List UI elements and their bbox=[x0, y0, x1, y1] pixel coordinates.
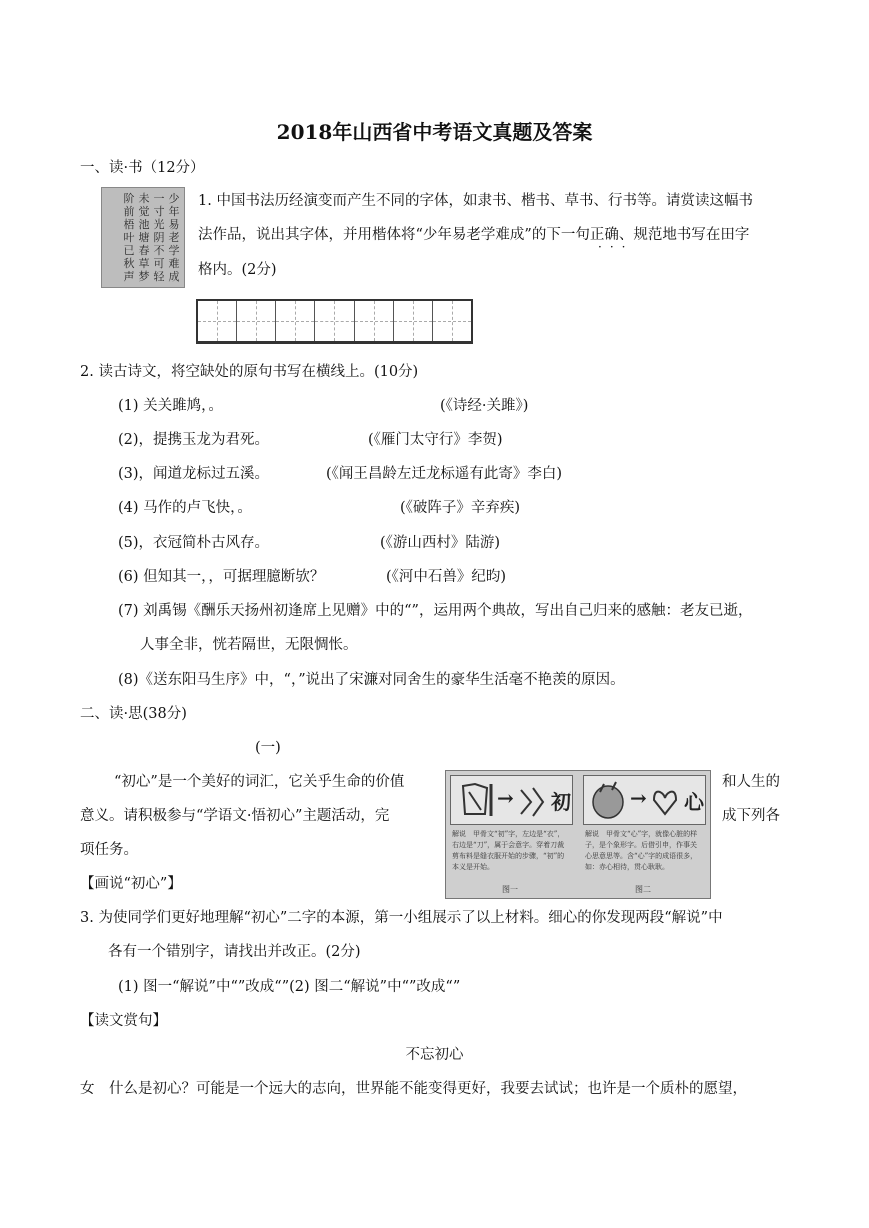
q2-item-5: (5)，衣冠简朴古风存。 bbox=[118, 535, 270, 551]
clothes-knife-glyph bbox=[455, 780, 495, 820]
essay-line1: 女 什么是初心？可能是一个远大的志向，世界能不能变得更好，我要去试试；也许是一个质朴的愿望， bbox=[80, 1081, 747, 1097]
calligraphy-column: 一寸光阴不可轻 bbox=[153, 192, 165, 283]
arrow-icon: → bbox=[630, 786, 647, 810]
intro-line2b: 成下列各 bbox=[722, 808, 780, 824]
q2-item-1-source: (《诗经·关雎》) bbox=[440, 398, 529, 414]
heart-anatomy-glyph bbox=[588, 780, 628, 820]
arrow-icon: → bbox=[497, 786, 514, 810]
q2-heading: 2. 读古诗文，将空缺处的原句书写在横线上。(10分) bbox=[80, 364, 419, 380]
q1-line3: 格内。(2分) bbox=[198, 262, 277, 278]
q2-item-1: (1) 关关雎鸠，。 bbox=[118, 398, 223, 414]
intro-line1b: 和人生的 bbox=[722, 774, 780, 790]
figure-one-top bbox=[450, 775, 573, 825]
page-title: 2018年山西省中考语文真题及答案 bbox=[276, 120, 593, 144]
section2-sub: (一) bbox=[255, 740, 281, 756]
section1-heading: 一、读·书（12分） bbox=[80, 160, 205, 176]
emphasis-dots: ··· bbox=[598, 240, 634, 254]
q2-item-5-source: (《游山西村》陆游) bbox=[380, 535, 501, 551]
q2-item-4: (4) 马作的卢飞快，。 bbox=[118, 500, 252, 516]
calligraphy-column: 未觉池塘春草梦 bbox=[138, 192, 150, 283]
q2-item-2: (2)，提携玉龙为君死。 bbox=[118, 432, 270, 448]
essay-title: 不忘初心 bbox=[405, 1047, 464, 1063]
oracle-chu-glyph bbox=[517, 784, 547, 818]
q3-line1: 3. 为使同学们更好地理解“初心”二字的本源，第一小组展示了以上材料。细心的你发现两段“解说”中 bbox=[80, 910, 723, 926]
q2-item-3-source: (《闻王昌龄左迁龙标遥有此寄》李白) bbox=[326, 466, 563, 482]
chuxin-figure bbox=[445, 770, 711, 899]
calligraphy-image bbox=[101, 187, 185, 288]
calligraphy-column: 阶前梧叶已秋声 bbox=[123, 192, 135, 283]
q3-line2: 各有一个错别字，请找出并改正。(2分) bbox=[108, 944, 361, 960]
bracket-duwen: 【读文赏句】 bbox=[80, 1013, 167, 1029]
grid-cell[interactable] bbox=[198, 301, 237, 341]
figure-two-caption: 图二 bbox=[635, 885, 651, 894]
q2-item-2-source: (《雁门太守行》李贺) bbox=[368, 432, 503, 448]
figure-one bbox=[446, 771, 577, 898]
figure-two bbox=[579, 771, 710, 898]
intro-line3: 项任务。 bbox=[80, 842, 138, 858]
q2-item-6-source: (《河中石兽》纪昀) bbox=[386, 569, 507, 585]
q2-item-7-line1: (7) 刘禹锡《酬乐天扬州初逢席上见赠》中的“”，运用两个典故，写出自己归来的感触：老友已逝， bbox=[118, 603, 753, 619]
figure-one-caption: 图一 bbox=[502, 885, 518, 894]
q2-item-7-line2: 人事全非，恍若隔世，无限惆怅。 bbox=[140, 637, 358, 653]
q2-item-3: (3)，闻道龙标过五溪。 bbox=[118, 466, 270, 482]
calligraphy-column: 少年易老学难成 bbox=[168, 192, 180, 283]
grid-cell[interactable] bbox=[394, 301, 433, 341]
figure-two-top bbox=[583, 775, 706, 825]
intro-line1a: “初心”是一个美好的词汇，它关乎生命的价值 bbox=[114, 774, 405, 790]
figure-two-text: 解说 甲骨文“心”字，就像心脏的样子，是个象形字。后借引申，作事关心思意思等。含“心”字的成语很多，如：赤心相待，贯心耿耿。 bbox=[585, 830, 698, 871]
oracle-xin-glyph bbox=[650, 784, 680, 818]
grid-cell[interactable] bbox=[315, 301, 354, 341]
section2-heading: 二、读·思(38分) bbox=[80, 706, 187, 722]
q1-line2: 法作品，说出其字体，并用楷体将“少年易老学难成”的下一句正确、规范地书写在田字 bbox=[198, 227, 750, 243]
char-xin: 心 bbox=[684, 790, 704, 814]
grid-cell[interactable] bbox=[276, 301, 315, 341]
figure-one-text: 解说 甲骨文“初”字，左边是“衣”，右边是“刀”，属于会意字。穿着刀裁剪布料是缝衣服开始的步骤，“初”的本义是开始。 bbox=[452, 830, 565, 871]
tianzige-grid[interactable] bbox=[196, 299, 473, 344]
grid-cell[interactable] bbox=[237, 301, 276, 341]
q1-line1: 1. 中国书法历经演变而产生不同的字体，如隶书、楷书、草书、行书等。请赏读这幅书 bbox=[198, 193, 753, 209]
q2-item-4-source: (《破阵子》辛弃疾) bbox=[400, 500, 521, 516]
grid-cell[interactable] bbox=[433, 301, 471, 341]
grid-cell[interactable] bbox=[355, 301, 394, 341]
char-chu: 初 bbox=[551, 790, 571, 814]
q3-line3: (1) 图一“解说”中“”改成“”(2) 图二“解说”中“”改成“” bbox=[118, 979, 461, 995]
q2-item-8: (8)《送东阳马生序》中，“，”说出了宋濂对同舍生的豪华生活毫不艳羡的原因。 bbox=[118, 672, 625, 688]
intro-line2a: 意义。请积极参与“学语文·悟初心”主题活动，完 bbox=[80, 808, 390, 824]
bracket-huashuo: 【画说“初心”】 bbox=[80, 876, 182, 892]
q2-item-6: (6) 但知其一，，可据理臆断欤？ bbox=[118, 569, 325, 585]
